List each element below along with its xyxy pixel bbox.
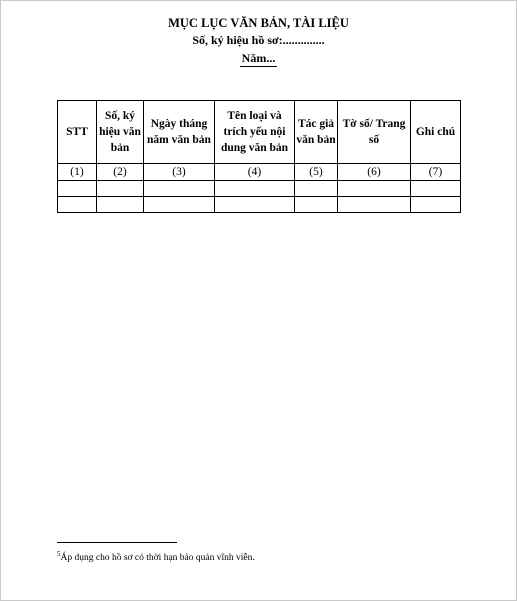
column-number: (6) <box>338 164 411 181</box>
table-row <box>58 197 461 213</box>
document-header <box>0 15 517 67</box>
header-stt: STT <box>58 101 97 164</box>
column-number: (5) <box>295 164 338 181</box>
table-cell <box>411 181 461 197</box>
column-number: (1) <box>58 164 97 181</box>
table-cell <box>144 197 215 213</box>
table-row <box>58 181 461 197</box>
table-cell <box>215 181 295 197</box>
header-row <box>58 101 461 164</box>
table-cell <box>97 181 144 197</box>
table-cell <box>144 181 215 197</box>
column-number: (7) <box>411 164 461 181</box>
header-notes: Ghi chú <box>411 101 461 164</box>
table-cell <box>295 197 338 213</box>
footnote-text: Áp dụng cho hồ sơ có thời hạn bảo quản vĩnh viễn. <box>60 553 255 564</box>
column-number-row <box>58 164 461 181</box>
header-document-number: Số, ký hiệu văn bản <box>97 101 144 164</box>
column-number: (4) <box>215 164 295 181</box>
table-cell <box>58 197 97 213</box>
table-cell <box>411 197 461 213</box>
column-number: (2) <box>97 164 144 181</box>
table-cell <box>215 197 295 213</box>
document-catalog-table <box>57 100 461 213</box>
table-cell <box>338 197 411 213</box>
document-title: MỤC LỤC VĂN BẢN, TÀI LIỆU <box>168 16 349 30</box>
header-document-summary: Tên loại và trích yếu nội dung văn bản <box>215 101 295 164</box>
table-cell <box>295 181 338 197</box>
table-cell <box>58 181 97 197</box>
header-author: Tác giả văn bản <box>295 101 338 164</box>
table-cell <box>338 181 411 197</box>
table-cell <box>97 197 144 213</box>
header-sheet-page: Tờ số/ Trang số <box>338 101 411 164</box>
file-code-line: Số, ký hiệu hồ sơ:.............. <box>192 33 325 47</box>
footnote <box>57 548 255 564</box>
year-line: Năm... <box>241 51 276 65</box>
header-document-date: Ngày tháng năm văn bản <box>144 101 215 164</box>
footnote-separator <box>57 542 177 543</box>
column-number: (3) <box>144 164 215 181</box>
footnote-marker: 5 <box>57 550 61 558</box>
